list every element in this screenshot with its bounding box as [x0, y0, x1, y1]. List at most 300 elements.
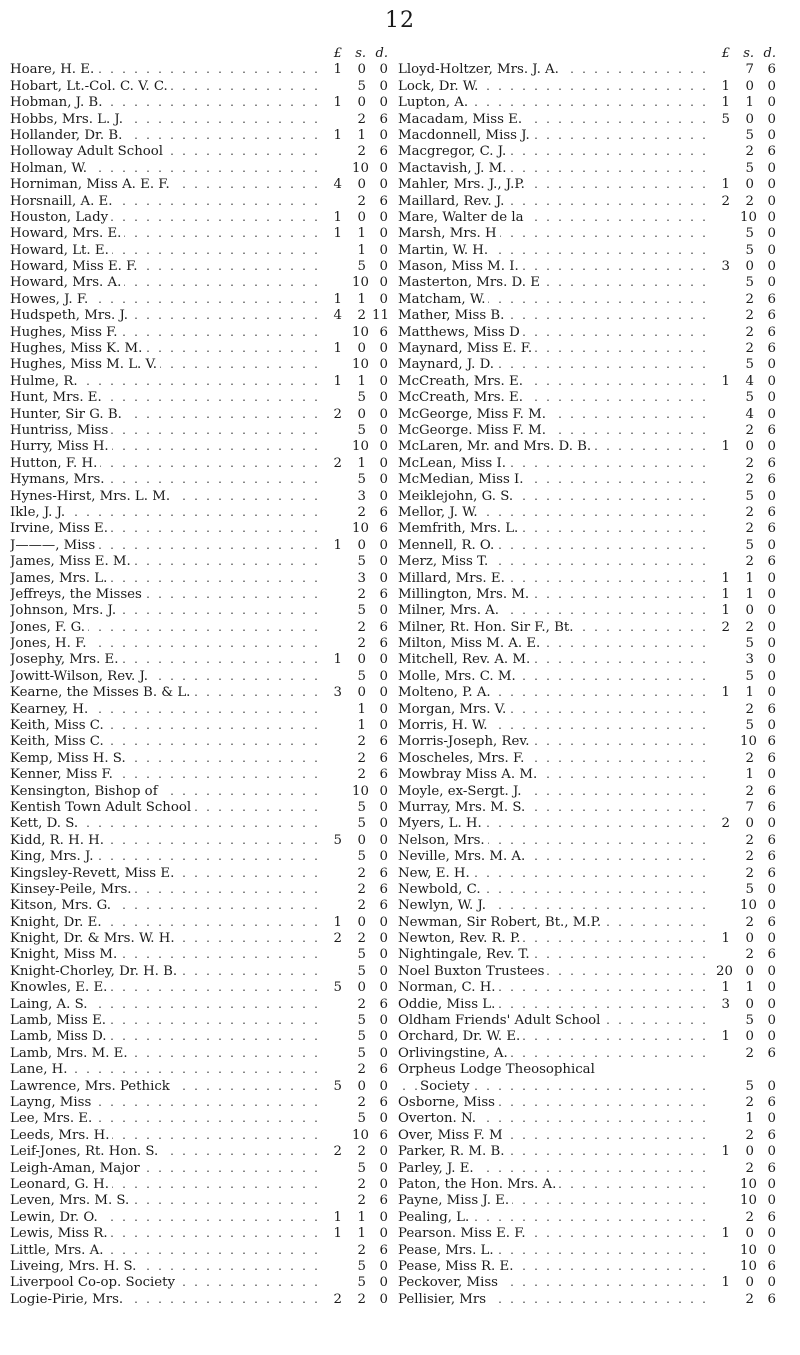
- subscriber-row: [10, 1193, 396, 1209]
- subscriber-row: [398, 357, 784, 373]
- subscriber-name: Macdonnell, Miss J.: [398, 128, 533, 144]
- pence-value: 0: [760, 685, 776, 701]
- pence-value: 6: [372, 636, 388, 652]
- pounds-value: 1: [328, 341, 342, 357]
- shillings-value: 10: [740, 1258, 757, 1274]
- pence-value: 0: [372, 718, 388, 734]
- shillings-value: 2: [352, 866, 366, 882]
- subscriber-name: Lupton, A.: [398, 95, 471, 111]
- subscriber-row: [10, 439, 396, 455]
- subscriber-name: Hobbs, Mrs. L. J.: [10, 112, 126, 128]
- shillings-value: 2: [740, 308, 754, 324]
- subscriber-row: [398, 210, 784, 226]
- shillings-value: 5: [352, 259, 366, 275]
- shillings-value: 0: [352, 833, 366, 849]
- pence-value: 0: [760, 1111, 776, 1127]
- subscriber-name: Kidd, R. H. H.: [10, 833, 107, 849]
- pounds-value: 5: [328, 1079, 342, 1095]
- shillings-value: 5: [352, 800, 366, 816]
- subscriber-row: [10, 1029, 396, 1045]
- shillings-value: 2: [352, 1062, 366, 1078]
- shillings-header: s.: [352, 46, 366, 62]
- subscriber-row: [398, 1177, 784, 1193]
- subscriber-name: Paton, the Hon. Mrs. A.: [398, 1177, 559, 1193]
- subscriber-row: [398, 685, 784, 701]
- shillings-value: 0: [352, 177, 366, 193]
- subscriber-name: Mellor, J. W.: [398, 505, 481, 521]
- pounds-value: 2: [328, 407, 342, 423]
- subscriber-row: [398, 62, 784, 78]
- subscriber-row: [10, 423, 396, 439]
- shillings-value: 2: [352, 1144, 366, 1160]
- subscriber-name: McCreath, Mrs. E.: [398, 374, 526, 390]
- pence-value: 0: [372, 669, 388, 685]
- subscriber-row: [398, 144, 784, 160]
- currency-header: [10, 46, 396, 62]
- shillings-value: 2: [740, 456, 754, 472]
- pence-value: 0: [372, 964, 388, 980]
- pence-value: 0: [372, 79, 388, 95]
- pounds-value: 1: [716, 177, 730, 193]
- shillings-value: 4: [740, 407, 754, 423]
- subscriber-name: Matthews, Miss D: [398, 325, 523, 341]
- subscriber-name: Jones, F. G.: [10, 620, 88, 636]
- shillings-value: 3: [352, 489, 366, 505]
- subscriber-row: [10, 308, 396, 324]
- shillings-value: 2: [352, 734, 366, 750]
- subscriber-name: Keith, Miss C.: [10, 718, 107, 734]
- subscriber-row: [10, 538, 396, 554]
- pounds-value: 1: [716, 1144, 730, 1160]
- shillings-value: 2: [352, 194, 366, 210]
- subscriber-name: Lock, Dr. W.: [398, 79, 481, 95]
- subscriber-row: [398, 1029, 784, 1045]
- shillings-value: 7: [740, 62, 754, 78]
- pence-value: 6: [760, 505, 776, 521]
- pence-value: 6: [372, 587, 388, 603]
- pence-value: 0: [372, 849, 388, 865]
- page-number: 12: [385, 8, 415, 33]
- pence-value: 6: [372, 144, 388, 160]
- pence-value: 6: [760, 751, 776, 767]
- subscriber-row: [398, 1095, 784, 1111]
- pence-value: 0: [760, 538, 776, 554]
- pence-value: 0: [760, 571, 776, 587]
- pence-value: 0: [760, 357, 776, 373]
- subscriber-name: Leonard, G. H.: [10, 1177, 112, 1193]
- shillings-value: 5: [352, 1029, 366, 1045]
- subscriber-name: Noel Buxton Trustees: [398, 964, 547, 980]
- pence-value: 0: [760, 997, 776, 1013]
- subscriber-row: [10, 325, 396, 341]
- pence-value: 6: [760, 1046, 776, 1062]
- subscriber-row: [398, 259, 784, 275]
- shillings-value: 2: [740, 472, 754, 488]
- subscriber-name: Meiklejohn, G. S.: [398, 489, 516, 505]
- subscriber-name: Kemp, Miss H. S.: [10, 751, 129, 767]
- subscriber-name: Howard, Miss E. F.: [10, 259, 141, 275]
- subscriber-row: [10, 833, 396, 849]
- shillings-value: 2: [740, 866, 754, 882]
- shillings-value: 2: [740, 1128, 754, 1144]
- subscriber-list-left: [10, 46, 396, 1308]
- pence-value: 0: [372, 128, 388, 144]
- shillings-value: 1: [740, 95, 754, 111]
- subscriber-name: Logie-Pirie, Mrs.: [10, 1292, 126, 1308]
- shillings-value: 2: [740, 144, 754, 160]
- shillings-value: 2: [352, 620, 366, 636]
- shillings-value: 2: [740, 947, 754, 963]
- subscriber-name: Oldham Friends' Adult School: [398, 1013, 603, 1029]
- shillings-value: 2: [740, 292, 754, 308]
- pence-value: 0: [372, 1046, 388, 1062]
- shillings-value: 2: [740, 702, 754, 718]
- shillings-value: 0: [352, 407, 366, 423]
- pence-value: 0: [372, 243, 388, 259]
- subscriber-row: [398, 325, 784, 341]
- pounds-value: 2: [328, 1292, 342, 1308]
- subscriber-name: Houston, Lady: [10, 210, 111, 226]
- subscriber-row: [398, 833, 784, 849]
- pounds-value: 1: [328, 374, 342, 390]
- subscriber-row: [398, 882, 784, 898]
- pence-value: 0: [372, 947, 388, 963]
- shillings-value: 2: [740, 1292, 754, 1308]
- shillings-value: 0: [740, 1029, 754, 1045]
- subscriber-name: Hoare, H. E.: [10, 62, 97, 78]
- subscriber-name: Leigh-Aman, Major: [10, 1161, 143, 1177]
- pence-value: 6: [372, 112, 388, 128]
- pounds-value: 1: [716, 1029, 730, 1045]
- pounds-value: 3: [328, 685, 342, 701]
- subscriber-row: [10, 259, 396, 275]
- subscriber-name: Hulme, R.: [10, 374, 81, 390]
- subscriber-row: [10, 161, 396, 177]
- shillings-value: 2: [740, 521, 754, 537]
- shillings-value: 0: [740, 112, 754, 128]
- subscriber-name: Liverpool Co-op. Society: [10, 1275, 178, 1291]
- pence-value: 6: [372, 866, 388, 882]
- subscriber-name: Knight, Miss M.: [10, 947, 120, 963]
- pence-value: 6: [760, 292, 776, 308]
- subscriber-name: Memfrith, Mrs. L.: [398, 521, 521, 537]
- pence-value: 0: [372, 1013, 388, 1029]
- shillings-header: s.: [740, 46, 754, 62]
- pence-header: d.: [372, 46, 388, 62]
- shillings-value: 5: [352, 423, 366, 439]
- subscriber-name: James, Mrs. L.: [10, 571, 110, 587]
- subscriber-row: [398, 1292, 784, 1308]
- pence-value: 0: [372, 538, 388, 554]
- pence-value: 0: [760, 95, 776, 111]
- shillings-value: 5: [352, 390, 366, 406]
- shillings-value: 0: [740, 931, 754, 947]
- subscriber-name: Howard, Mrs. E.: [10, 226, 124, 242]
- subscriber-row: [398, 915, 784, 931]
- subscriber-row: [398, 1259, 784, 1275]
- subscriber-row: [398, 1275, 784, 1291]
- subscriber-row: [398, 472, 784, 488]
- subscriber-name: Society: [420, 1079, 473, 1095]
- subscriber-name: Pearson. Miss E. F.: [398, 1226, 529, 1242]
- pence-value: 0: [372, 702, 388, 718]
- subscriber-row: [398, 702, 784, 718]
- pounds-value: 4: [328, 177, 342, 193]
- subscriber-row: [10, 685, 396, 701]
- shillings-value: 5: [740, 128, 754, 144]
- subscriber-row: [398, 1243, 784, 1259]
- shillings-value: 2: [352, 308, 366, 324]
- subscriber-name: James, Miss E. M.: [10, 554, 134, 570]
- subscriber-row: [10, 652, 396, 668]
- subscriber-name: Pealing, L.: [398, 1210, 472, 1226]
- pence-value: 0: [372, 472, 388, 488]
- shillings-value: 1: [352, 374, 366, 390]
- subscriber-row: [10, 734, 396, 750]
- pence-value: 6: [372, 1062, 388, 1078]
- pence-value: 0: [372, 1029, 388, 1045]
- pence-value: 0: [372, 210, 388, 226]
- subscriber-name: Hobart, Lt.-Col. C. V. C.: [10, 79, 171, 95]
- subscriber-name: Maynard, Miss E. F.: [398, 341, 535, 357]
- subscriber-row: [398, 1193, 784, 1209]
- shillings-value: 0: [740, 1275, 754, 1291]
- pence-value: 0: [372, 1111, 388, 1127]
- pence-value: 0: [372, 603, 388, 619]
- subscriber-row: [10, 898, 396, 914]
- shillings-value: 10: [352, 275, 369, 291]
- subscriber-name: Marsh, Mrs. H: [398, 226, 500, 242]
- pence-value: 0: [372, 292, 388, 308]
- subscriber-name: Horniman, Miss A. E. F.: [10, 177, 173, 193]
- subscriber-row: [398, 784, 784, 800]
- pounds-value: 1: [716, 980, 730, 996]
- shillings-value: 0: [352, 980, 366, 996]
- subscriber-row: [10, 1128, 396, 1144]
- subscriber-name: Pease, Mrs. L.: [398, 1243, 497, 1259]
- subscriber-name: Morris-Joseph, Rev.: [398, 734, 533, 750]
- shillings-value: 2: [352, 751, 366, 767]
- subscriber-name: Howes, J. F.: [10, 292, 91, 308]
- subscriber-row: [10, 292, 396, 308]
- subscriber-name: Ikle, J. J.: [10, 505, 68, 521]
- pence-value: 0: [372, 407, 388, 423]
- shillings-value: 2: [740, 341, 754, 357]
- shillings-value: 1: [352, 702, 366, 718]
- shillings-value: 0: [352, 1079, 366, 1095]
- pounds-value: 1: [328, 128, 342, 144]
- subscriber-row: [10, 882, 396, 898]
- pence-value: 6: [760, 784, 776, 800]
- shillings-value: 5: [352, 849, 366, 865]
- subscriber-name: Knight, Dr. & Mrs. W. H.: [10, 931, 178, 947]
- pence-value: 6: [760, 1161, 776, 1177]
- currency-header: [398, 46, 784, 62]
- pence-value: 6: [372, 751, 388, 767]
- subscriber-row: [398, 603, 784, 619]
- subscriber-row: [398, 718, 784, 734]
- pence-value: 6: [760, 702, 776, 718]
- shillings-value: 0: [352, 62, 366, 78]
- pence-value: 6: [760, 341, 776, 357]
- subscriber-row: [10, 554, 396, 570]
- subscriber-row: [10, 194, 396, 210]
- shillings-value: 2: [352, 1292, 366, 1308]
- subscriber-row: [10, 128, 396, 144]
- shillings-value: 10: [352, 439, 369, 455]
- shillings-value: 2: [352, 931, 366, 947]
- pence-value: 0: [372, 1079, 388, 1095]
- subscriber-row: [398, 407, 784, 423]
- pence-value: 0: [372, 161, 388, 177]
- pence-value: 0: [372, 1144, 388, 1160]
- subscriber-name: Holloway Adult School: [10, 144, 166, 160]
- pence-value: 0: [760, 603, 776, 619]
- subscriber-name: Hughes, Miss F.: [10, 325, 121, 341]
- shillings-value: 5: [352, 1275, 366, 1291]
- pounds-value: 1: [328, 62, 342, 78]
- shillings-value: 5: [740, 390, 754, 406]
- shillings-value: 5: [740, 243, 754, 259]
- shillings-value: 1: [352, 243, 366, 259]
- pence-value: 0: [760, 1275, 776, 1291]
- subscriber-row: [10, 603, 396, 619]
- shillings-value: 0: [352, 915, 366, 931]
- subscriber-name: Lamb, Miss D.: [10, 1029, 110, 1045]
- shillings-value: 2: [740, 194, 754, 210]
- subscriber-name: Lamb, Miss E.: [10, 1013, 109, 1029]
- shillings-value: 3: [352, 571, 366, 587]
- pence-value: 0: [760, 587, 776, 603]
- shillings-value: 5: [740, 538, 754, 554]
- subscriber-row: [10, 275, 396, 291]
- subscriber-name: Mather, Miss B.: [398, 308, 507, 324]
- subscriber-name: Knight, Dr. E.: [10, 915, 105, 931]
- shillings-value: 0: [740, 177, 754, 193]
- subscriber-row: [398, 390, 784, 406]
- subscriber-name: Hollander, Dr. B.: [10, 128, 125, 144]
- pence-value: 0: [372, 439, 388, 455]
- pence-value: 0: [760, 275, 776, 291]
- subscriber-row: [398, 308, 784, 324]
- pence-value: 0: [760, 210, 776, 226]
- pence-value: 0: [372, 571, 388, 587]
- pence-value: 0: [760, 128, 776, 144]
- shillings-value: 2: [352, 1243, 366, 1259]
- subscriber-name: Jowitt-Wilson, Rev. J.: [10, 669, 151, 685]
- pence-value: 6: [372, 898, 388, 914]
- subscriber-name: Hughes, Miss M. L. V.: [10, 357, 160, 373]
- shillings-value: 5: [740, 1079, 754, 1095]
- subscriber-name: Orpheus Lodge Theosophical: [398, 1062, 598, 1078]
- shillings-value: 5: [352, 947, 366, 963]
- pence-value: 0: [760, 112, 776, 128]
- shillings-value: 2: [740, 423, 754, 439]
- pence-value: 0: [372, 833, 388, 849]
- subscriber-name: Martin, W. H.: [398, 243, 491, 259]
- subscriber-name: Newlyn, W. J.: [398, 898, 489, 914]
- pence-value: 6: [760, 947, 776, 963]
- pounds-value: 1: [328, 1226, 342, 1242]
- subscriber-name: Murray, Mrs. M. S.: [398, 800, 528, 816]
- subscriber-name: Matcham, W.: [398, 292, 488, 308]
- subscriber-name: Overton. N.: [398, 1111, 479, 1127]
- shillings-value: 5: [352, 1161, 366, 1177]
- subscriber-row: [10, 964, 396, 980]
- pence-value: 0: [372, 784, 388, 800]
- pounds-value: 5: [716, 112, 730, 128]
- pounds-value: 2: [328, 1144, 342, 1160]
- pence-value: 0: [760, 79, 776, 95]
- subscriber-name: Mactavish, J. M.: [398, 161, 509, 177]
- shillings-value: 2: [352, 505, 366, 521]
- pence-value: 6: [372, 1193, 388, 1209]
- subscriber-name: Lane, H.: [10, 1062, 70, 1078]
- pence-value: 0: [372, 652, 388, 668]
- pounds-value: 2: [716, 194, 730, 210]
- pence-value: 6: [760, 1095, 776, 1111]
- shillings-value: 0: [740, 79, 754, 95]
- subscriber-row: [10, 456, 396, 472]
- subscriber-name: Hunter, Sir G. B.: [10, 407, 125, 423]
- subscriber-row: [398, 1226, 784, 1242]
- shillings-value: 0: [740, 603, 754, 619]
- pounds-value: 1: [328, 95, 342, 111]
- subscriber-row: [10, 702, 396, 718]
- pence-value: 6: [760, 1210, 776, 1226]
- subscriber-row: [10, 521, 396, 537]
- subscriber-name: Maillard, Rev. J.: [398, 194, 507, 210]
- pounds-value: 4: [328, 308, 342, 324]
- subscriber-name: Lamb, Mrs. M. E.: [10, 1046, 131, 1062]
- pence-value: 0: [372, 357, 388, 373]
- pence-value: 6: [372, 882, 388, 898]
- subscriber-name: McLaren, Mr. and Mrs. D. B.: [398, 439, 594, 455]
- shillings-value: 10: [352, 324, 369, 340]
- subscriber-name: King, Mrs. J.: [10, 849, 97, 865]
- shillings-value: 2: [740, 833, 754, 849]
- shillings-value: 1: [352, 1210, 366, 1226]
- shillings-value: 1: [740, 767, 754, 783]
- pence-value: 0: [372, 390, 388, 406]
- subscriber-row: [398, 1079, 784, 1095]
- shillings-value: 5: [740, 357, 754, 373]
- pence-value: 0: [760, 259, 776, 275]
- pence-value: 6: [372, 1095, 388, 1111]
- shillings-value: 5: [740, 669, 754, 685]
- pence-value: 0: [760, 161, 776, 177]
- subscriber-row: [398, 931, 784, 947]
- pence-value: 6: [760, 144, 776, 160]
- subscriber-name: New, E. H.: [398, 866, 473, 882]
- subscriber-row: [398, 734, 784, 750]
- pence-value: 0: [372, 374, 388, 390]
- shillings-value: 2: [740, 915, 754, 931]
- shillings-value: 10: [352, 160, 369, 176]
- subscriber-row: [10, 1210, 396, 1226]
- shillings-value: 2: [352, 587, 366, 603]
- pounds-value: 2: [328, 456, 342, 472]
- pence-value: 0: [372, 915, 388, 931]
- subscriber-name: Laing, A. S.: [10, 997, 90, 1013]
- shillings-value: 1: [740, 587, 754, 603]
- pounds-value: 1: [328, 1210, 342, 1226]
- subscriber-row: [10, 1046, 396, 1062]
- subscriber-name: Orchard, Dr. W. E.: [398, 1029, 523, 1045]
- subscriber-row: [398, 587, 784, 603]
- subscriber-name: Macadam, Miss E.: [398, 112, 525, 128]
- subscriber-row: [398, 751, 784, 767]
